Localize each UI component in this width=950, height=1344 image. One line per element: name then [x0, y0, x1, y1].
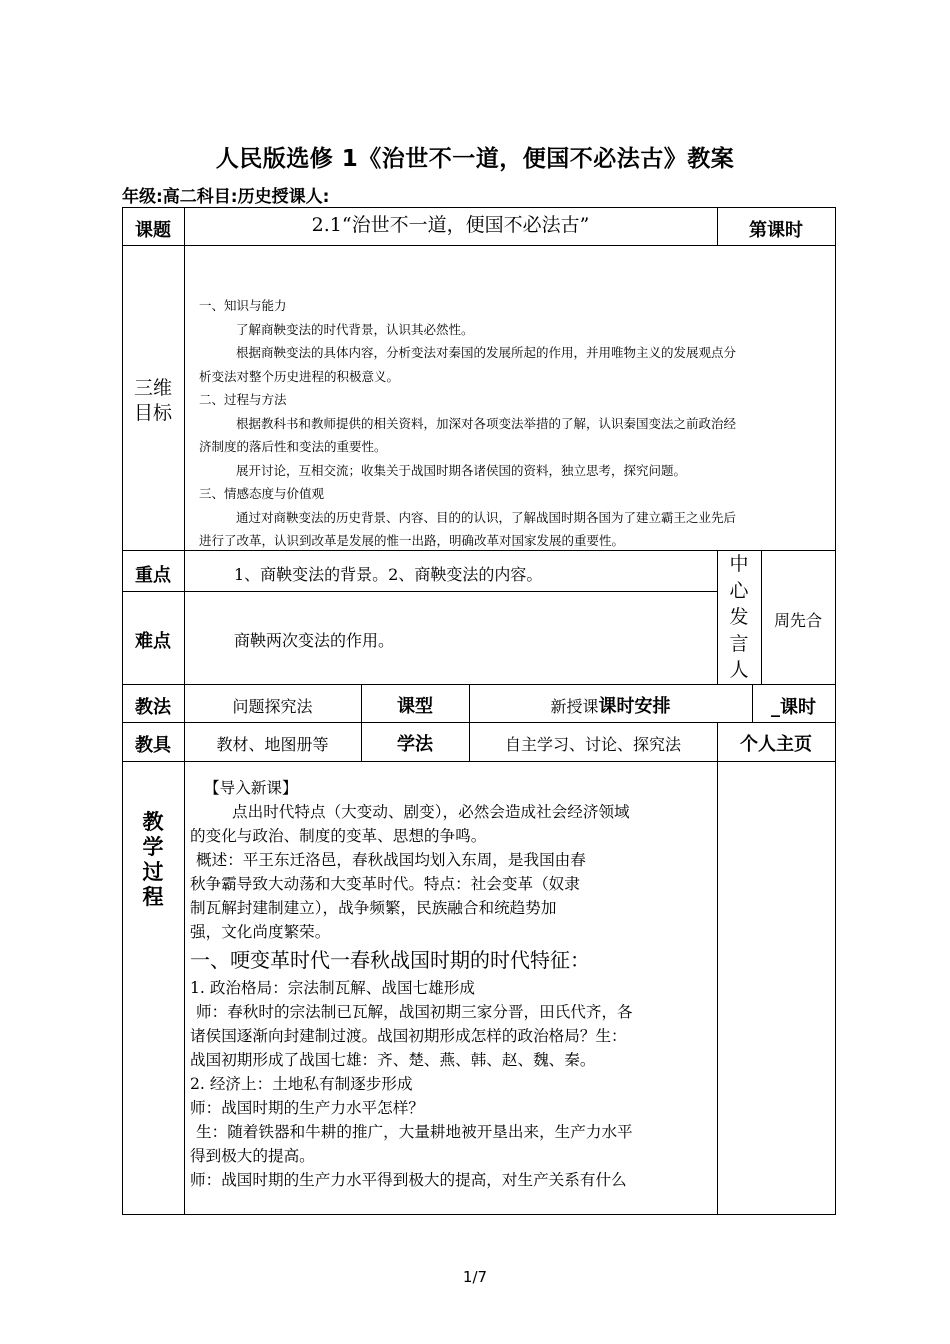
goals-text: 进行了改革，认识到改革是发展的惟一出路，明确改革对国家发展的重要性。 — [199, 533, 625, 548]
process-text: 战国初期形成了战国七雄：齐、楚、燕、韩、赵、魏、秦。 — [190, 1051, 596, 1069]
goals-label — [122, 376, 184, 426]
speaker-label-char: 心 — [729, 579, 749, 602]
process-label-char: 学 — [142, 835, 164, 859]
topic-value: 2.1“治世不一道，便国不必法古” — [311, 214, 590, 236]
goals-heading-process: 二、过程与方法 — [199, 392, 287, 407]
goals-text: 了解商鞅变法的时代背景，认识其必然性。 — [236, 321, 474, 337]
process-label-char: 教 — [142, 810, 164, 834]
process-text: 师：春秋时的宗法制已瓦解，战国初期三家分晋，田氏代齐，各 — [196, 1003, 633, 1021]
goals-text: 析变法对整个历史进程的积极意义。 — [199, 368, 400, 384]
goals-text: 展开讨论，互相交流；收集关于战国时期各诸侯国的资料，独立思考，探究问题。 — [236, 462, 687, 478]
goals-text: 济制度的落后性和变法的重要性。 — [199, 439, 387, 454]
process-text: 强，文化尚度繁荣。 — [190, 923, 331, 941]
goals-text: 通过对商鞅变法的历史背景、内容、目的的认识，了解战国时期各国为了建立霸王之业先后 — [236, 509, 737, 525]
process-subheading: 1. 政治格局：宗法制瓦解、战国七雄形成 — [190, 979, 475, 997]
process-text: 的变化与政治、制度的变革、思想的争鸣。 — [190, 827, 487, 845]
process-label-char: 程 — [142, 885, 164, 909]
process-subheading: 2. 经济上：土地私有制逐步形成 — [190, 1075, 413, 1093]
key-points-value: 1、商鞅变法的背景。2、商鞅变法的内容。 — [234, 565, 543, 584]
process-text: 概述：平王东迁洛邑，春秋战国均划入东周，是我国由春 — [196, 851, 586, 869]
page-number: 1/7 — [462, 1268, 488, 1286]
process-text: 诸侯国逐渐向封建制过渡。战国初期形成怎样的政治格局？生： — [190, 1027, 627, 1045]
topic-label: 课题 — [135, 220, 171, 241]
speaker-name: 周先合 — [773, 611, 822, 630]
process-heading-intro: 【导入新课】 — [204, 779, 298, 797]
lesson-type-cell — [469, 692, 752, 718]
goals-heading-knowledge: 一、知识与能力 — [199, 298, 287, 313]
process-text: 师：战国时期的生产力水平得到极大的提高，对生产关系有什么 — [190, 1171, 627, 1189]
speaker-label — [717, 551, 761, 684]
speaker-label-char: 言 — [729, 632, 749, 655]
difficult-points-label: 难点 — [135, 631, 171, 652]
goals-text: 根据教科书和教师提供的相关资料，加深对各项变法举措的了解，认识秦国变法之前政治经 — [236, 415, 737, 431]
difficult-points-value: 商鞅两次变法的作用。 — [234, 631, 395, 650]
lesson-type-label: 课型 — [397, 696, 433, 717]
class-hours-label: _课时 — [771, 697, 816, 718]
teaching-process-content — [190, 776, 715, 1192]
study-method-label: 学法 — [397, 734, 433, 755]
lesson-number-label: 第课时 — [749, 220, 803, 241]
document-meta: 年级:高二科目:历史授课人: — [122, 187, 330, 207]
teaching-process-label — [122, 810, 184, 910]
schedule-label: 课时安排 — [598, 696, 671, 717]
teaching-aids-label: 教具 — [135, 735, 171, 756]
speaker-label-char: 中 — [729, 553, 749, 575]
speaker-label-char: 发 — [729, 606, 749, 628]
process-section-heading: 一、哽变革时代一春秋战国时期的时代特征： — [190, 948, 590, 972]
goals-label-line2: 目标 — [133, 402, 172, 424]
process-text: 师：战国时期的生产力水平怎样？ — [190, 1099, 424, 1117]
process-text: 得到极大的提高。 — [190, 1147, 315, 1165]
process-text: 点出时代特点（大变动、剧变），必然会造成社会经济领域 — [232, 803, 630, 821]
process-text: 制瓦解封建制建立），战争频繁，民族融合和统趋势加 — [190, 899, 557, 917]
document-title: 人民版选修 1《治世不一道，便国不必法古》教案 — [215, 146, 735, 172]
teaching-method-value: 问题探究法 — [232, 697, 313, 716]
goals-label-line1: 三维 — [133, 377, 172, 399]
process-label-char: 过 — [142, 860, 164, 884]
study-method-value: 自主学习、讨论、探究法 — [504, 735, 681, 754]
teaching-method-label: 教法 — [135, 697, 171, 718]
goals-text: 根据商鞅变法的具体内容，分析变法对秦国的发展所起的作用，并用唯物主义的发展观点分 — [236, 345, 737, 360]
key-points-label: 重点 — [135, 565, 171, 586]
goals-heading-values: 三、情感态度与价值观 — [199, 486, 325, 501]
process-text: 生：随着铁器和牛耕的推广，大量耕地被开垦出来，生产力水平 — [196, 1123, 633, 1141]
process-text: 秋争霸导致大动荡和大变革时代。特点：社会变革（奴隶 — [190, 875, 580, 893]
teaching-aids-value: 教材、地图册等 — [216, 735, 329, 754]
goals-content — [199, 294, 831, 553]
speaker-label-char: 人 — [729, 659, 749, 681]
lesson-type-value: 新授课 — [550, 697, 599, 716]
personal-page-label: 个人主页 — [740, 734, 812, 755]
